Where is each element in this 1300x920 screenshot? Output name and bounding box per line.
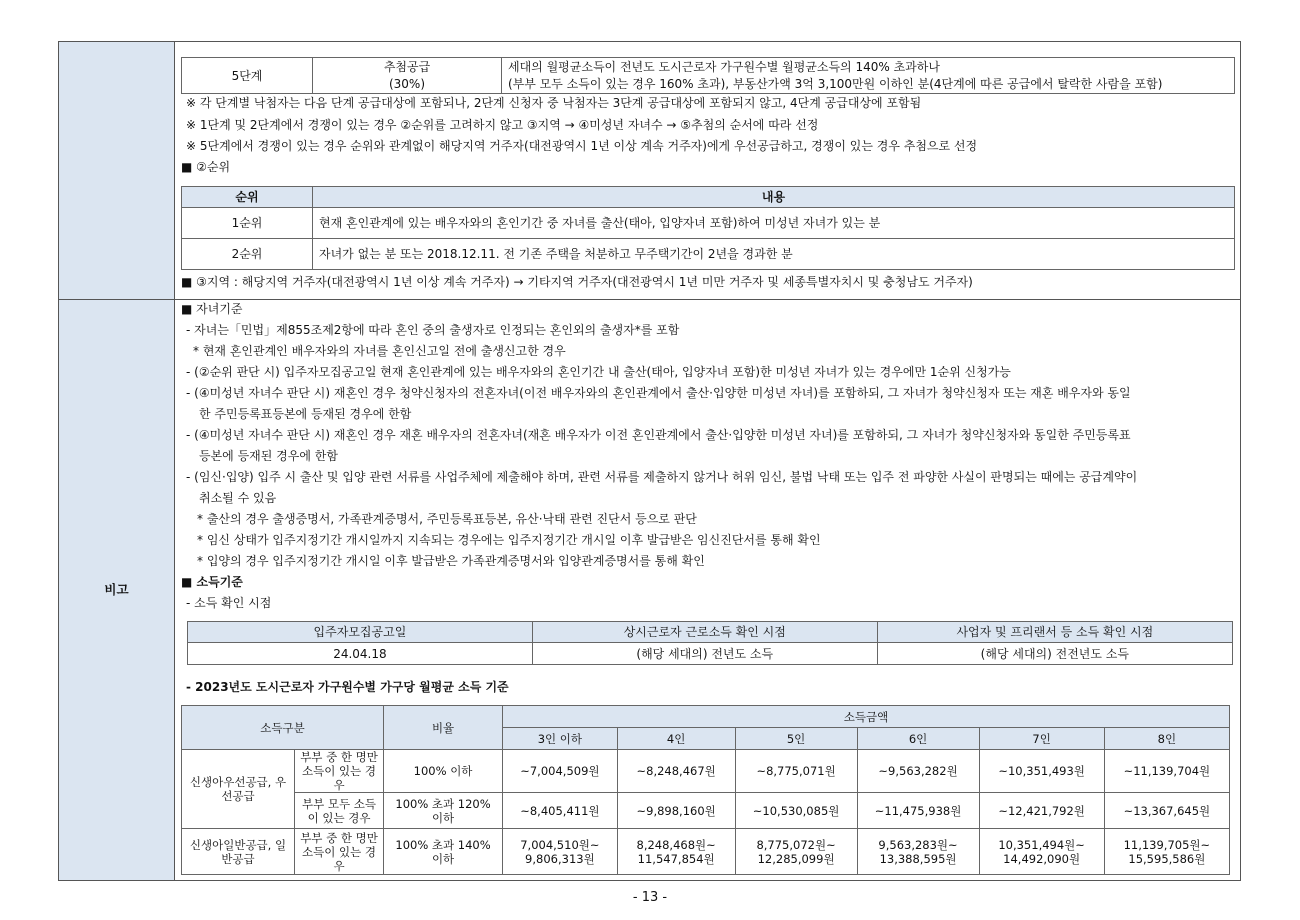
ratio-cell: 100% 초과 140% 이하 xyxy=(384,829,503,875)
type-cell-2: (30%) xyxy=(313,76,502,94)
amount-cell: ~11,475,938원 xyxy=(857,793,979,829)
category-header: 소득구분 xyxy=(182,706,384,750)
amount-cell: ~8,405,411원 xyxy=(503,793,618,829)
ratio-cell: 100% 이하 xyxy=(384,750,503,793)
amount-cell: 11,139,705원~ 15,595,586원 xyxy=(1104,829,1229,875)
page-number: - 13 - xyxy=(632,890,668,905)
note-line: ※ 1단계 및 2단계에서 경쟁이 있는 경우 ②순위를 고려하지 않고 ③지역 → ④미성년 자녀수 → ⑤추첨의 순서에 따라 선정 xyxy=(186,118,819,132)
left-label-cell-top xyxy=(59,42,175,300)
size-header: 8인 xyxy=(1104,728,1229,750)
amount-cell: 7,004,510원~ 9,806,313원 xyxy=(503,829,618,875)
stage-cell: 5단계 xyxy=(182,58,313,94)
remark-line: - (②순위 판단 시) 입주자모집공고일 현재 혼인관계에 있는 배우자와의 혼인기간 내 출산(태아, 입양자녀 포함)한 미성년 자녀가 있는 경우에만 1순위 신청가능 xyxy=(186,365,1011,379)
remark-line: - (④미성년 자녀수 판단 시) 재혼인 경우 청약신청자의 전혼자녀(이전 배우자와의 혼인관계에서 출산·입양한 미성년 자녀)를 포함하되, 그 자녀가 청약신청자 또는 재혼 배우자와 동일 xyxy=(186,386,1131,400)
amount-cell: ~10,530,085원 xyxy=(735,793,857,829)
sub-cell: 부부 중 한 명만 소득이 있는 경우 xyxy=(295,829,384,875)
remark-line: 한 주민등록표등본에 등재된 경우에 한함 xyxy=(199,407,412,421)
remark-line: * 임신 상태가 입주지정기간 개시일까지 지속되는 경우에는 입주지정기간 개시일 이후 발급받은 임신진단서를 통해 확인 xyxy=(197,533,821,547)
income-check-header: 입주자모집공고일 xyxy=(188,622,533,643)
stage-table xyxy=(181,57,1235,94)
group-cell: 신생아우선공급, 우선공급 xyxy=(182,750,295,829)
ratio-cell: 100% 초과 120% 이하 xyxy=(384,793,503,829)
income-check-header: 상시근로자 근로소득 확인 시점 xyxy=(532,622,877,643)
amount-cell: 10,351,494원~ 14,492,090원 xyxy=(979,829,1104,875)
rank-content-cell: 자녀가 없는 분 또는 2018.12.11. 전 기존 주택을 처분하고 무주택기간이 2년을 경과한 분 xyxy=(313,239,1235,270)
sub-cell: 부부 모두 소득이 있는 경우 xyxy=(295,793,384,829)
amount-cell: ~8,775,071원 xyxy=(735,750,857,793)
remark-line: - 자녀는「민법」제855조제2항에 따라 혼인 중의 출생자로 인정되는 혼인외의 출생자*를 포함 xyxy=(186,323,680,337)
region-line: ■ ③지역 : 해당지역 거주자(대전광역시 1년 이상 계속 거주자) → 기타지역 거주자(대전광역시 1년 미만 거주자 및 세종특별자치시 및 충청남도 거주자) xyxy=(181,275,973,289)
income-check-table xyxy=(187,621,1233,665)
rank-cell: 2순위 xyxy=(182,239,313,270)
content-header: 내용 xyxy=(313,187,1235,208)
remark-line: - (④미성년 자녀수 판단 시) 재혼인 경우 재혼 배우자의 전혼자녀(재혼 배우자가 이전 혼인관계에서 출산·입양한 미성년 자녀)를 포함하되, 그 자녀가 청약신청자와 동일한 주민등록표 xyxy=(186,428,1131,442)
amount-cell: ~9,563,282원 xyxy=(857,750,979,793)
size-header: 7인 xyxy=(979,728,1104,750)
amount-cell: ~7,004,509원 xyxy=(503,750,618,793)
amount-cell: ~8,248,467원 xyxy=(617,750,735,793)
remark-line: - (임신·입양) 입주 시 출산 및 입양 관련 서류를 사업주체에 제출해야 하며, 관련 서류를 제출하지 않거나 허위 임신, 불법 낙태 또는 입주 전 파양한 사실이 판명되는 때에는 공급계약이 xyxy=(186,470,1138,484)
rank-cell: 1순위 xyxy=(182,208,313,239)
section-divider xyxy=(175,299,1241,300)
remark-line: 등본에 등재된 경우에 한함 xyxy=(199,449,338,463)
rank-table xyxy=(181,186,1235,270)
amount-cell: ~10,351,493원 xyxy=(979,750,1104,793)
income-table-title: - 2023년도 도시근로자 가구원수별 가구당 월평균 소득 기준 xyxy=(186,680,509,694)
amount-cell: ~9,898,160원 xyxy=(617,793,735,829)
remark-line: ■ 소득기준 xyxy=(181,575,243,589)
amount-header: 소득금액 xyxy=(503,706,1230,728)
left-label-cell-remarks xyxy=(59,300,175,880)
size-header: 4인 xyxy=(617,728,735,750)
income-check-cell: 24.04.18 xyxy=(188,643,533,665)
amount-cell: 9,563,283원~ 13,388,595원 xyxy=(857,829,979,875)
remark-line: 취소될 수 있음 xyxy=(199,491,277,505)
remarks-label: 비고 xyxy=(104,582,129,597)
rank-content-cell: 현재 혼인관계에 있는 배우자와의 혼인기간 중 자녀를 출산(태아, 입양자녀 포함)하여 미성년 자녀가 있는 분 xyxy=(313,208,1235,239)
income-check-cell: (해당 세대의) 전년도 소득 xyxy=(532,643,877,665)
size-header: 6인 xyxy=(857,728,979,750)
remark-line: * 현재 혼인관계인 배우자와의 자녀를 혼인신고일 전에 출생신고한 경우 xyxy=(193,344,566,358)
size-header: 3인 이하 xyxy=(503,728,618,750)
sub-cell: 부부 중 한 명만 소득이 있는 경우 xyxy=(295,750,384,793)
group-cell: 신생아일반공급, 일반공급 xyxy=(182,829,295,875)
remark-line: * 출산의 경우 출생증명서, 가족관계증명서, 주민등록표등본, 유산·낙태 관련 진단서 등으로 판단 xyxy=(197,512,697,526)
remark-line: ■ 자녀기준 xyxy=(181,302,243,316)
income-table xyxy=(181,705,1230,875)
ratio-header: 비율 xyxy=(384,706,503,750)
income-check-cell: (해당 세대의) 전전년도 소득 xyxy=(877,643,1232,665)
amount-cell: ~12,421,792원 xyxy=(979,793,1104,829)
note-line: ※ 5단계에서 경쟁이 있는 경우 순위와 관계없이 해당지역 거주자(대전광역시 1년 이상 계속 거주자)에게 우선공급하고, 경쟁이 있는 경우 추첨으로 선정 xyxy=(186,139,978,153)
desc-cell-2: (부부 모두 소득이 있는 경우 160% 초과), 부동산가액 3억 3,100만원 이하인 분(4단계에 따른 공급에서 탈락한 사람을 포함) xyxy=(502,76,1235,94)
remark-line: * 입양의 경우 입주지정기간 개시일 이후 발급받은 가족관계증명서와 입양관계증명서를 통해 확인 xyxy=(197,554,705,568)
amount-cell: 8,775,072원~ 12,285,099원 xyxy=(735,829,857,875)
amount-cell: 8,248,468원~ 11,547,854원 xyxy=(617,829,735,875)
desc-cell-1: 세대의 월평균소득이 전년도 도시근로자 가구원수별 월평균소득의 140% 초과하나 xyxy=(502,58,1235,76)
income-check-header: 사업자 및 프리랜서 등 소득 확인 시점 xyxy=(877,622,1232,643)
note-line: ※ 각 단계별 낙첨자는 다음 단계 공급대상에 포함되나, 2단계 신청자 중 낙첨자는 3단계 공급대상에 포함되지 않고, 4단계 공급대상에 포함됨 xyxy=(186,96,922,110)
amount-cell: ~13,367,645원 xyxy=(1104,793,1229,829)
rank-heading: ■ ②순위 xyxy=(181,160,231,174)
type-cell-1: 추첨공급 xyxy=(313,58,502,76)
remark-line: - 소득 확인 시점 xyxy=(186,596,272,610)
amount-cell: ~11,139,704원 xyxy=(1104,750,1229,793)
size-header: 5인 xyxy=(735,728,857,750)
rank-header: 순위 xyxy=(182,187,313,208)
